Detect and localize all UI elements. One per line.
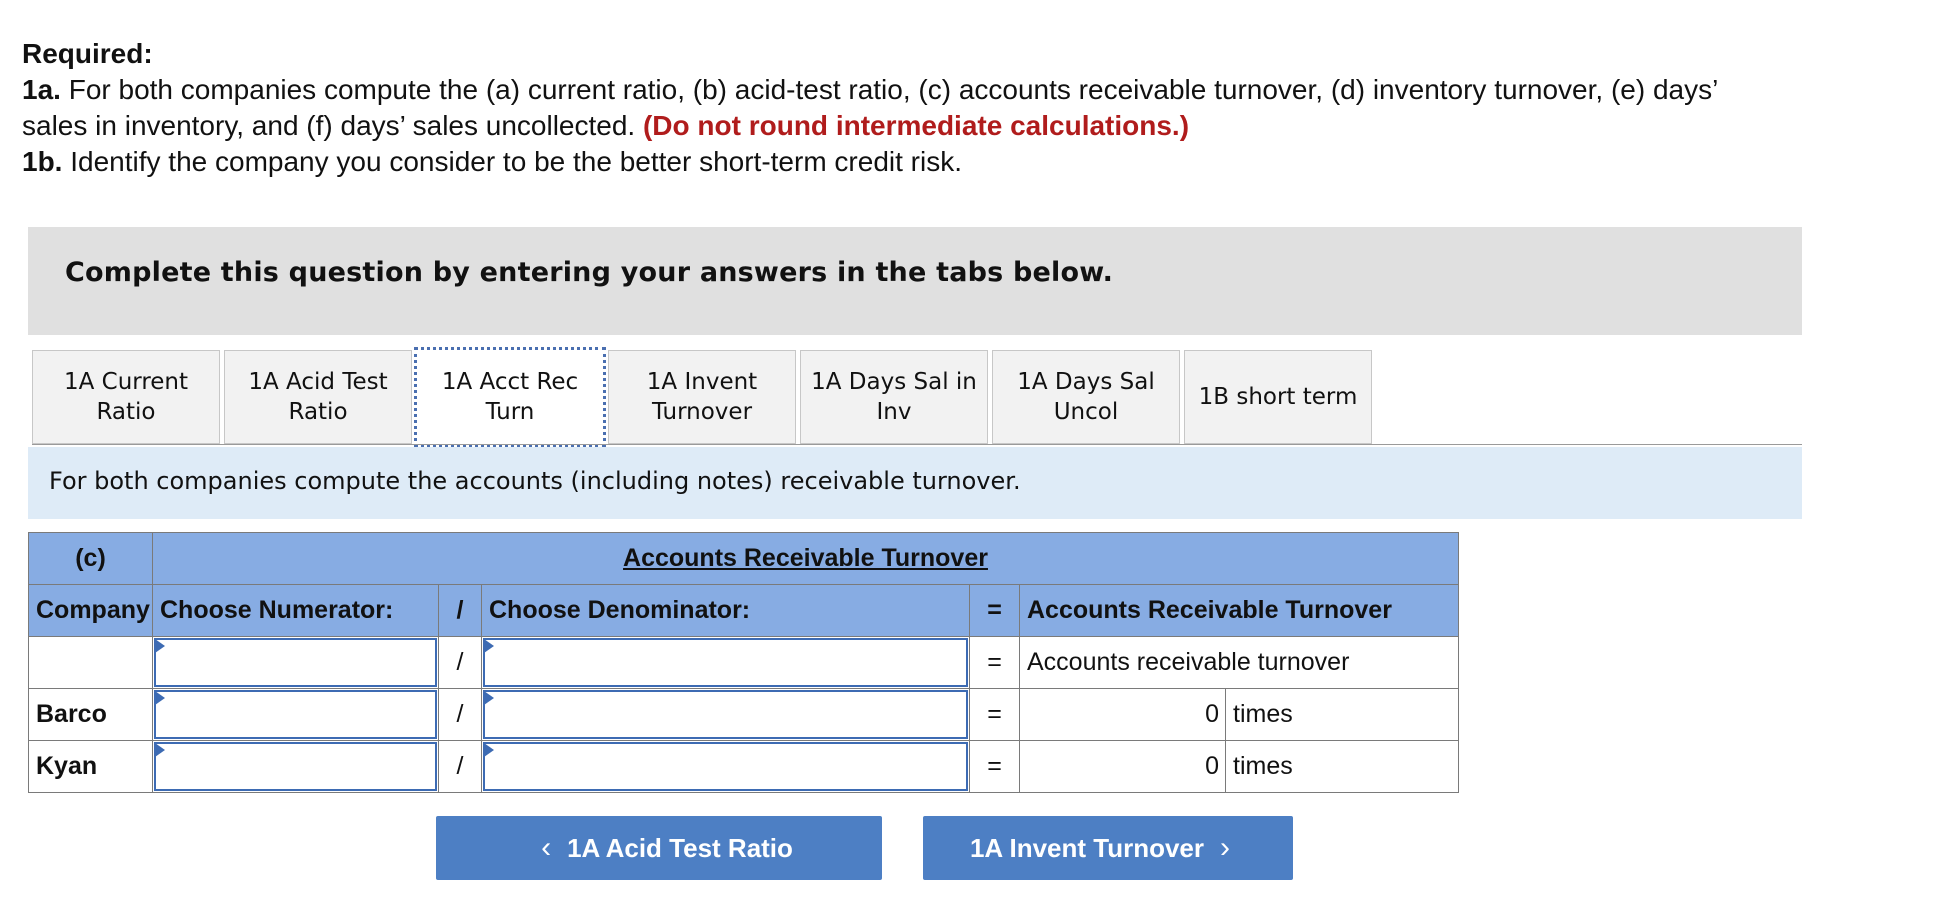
formula-denominator-select[interactable] [482,637,970,689]
question-banner [28,227,1802,335]
kyan-denominator-input[interactable] [482,741,970,793]
denominator-field[interactable] [483,690,968,739]
numerator-field[interactable] [154,690,437,739]
tab-1a-days-sal-uncol[interactable] [992,350,1180,444]
denominator-field[interactable] [483,742,968,791]
answer-tabs [32,350,1802,445]
tab-1a-current-ratio[interactable] [32,350,220,444]
tab-label: Inv [876,399,912,425]
formula-row [29,637,1459,689]
instruction-1a-prefix: 1a. [22,74,61,105]
next-tab-label: 1A Invent Turnover [969,832,1205,863]
tab-label: 1A Acct Rec [441,369,579,395]
tab-label: 1A Invent [646,369,758,395]
kyan-turnover-value: 0 [1020,741,1226,793]
company-name: Barco [29,689,153,741]
denominator-header: Choose Denominator: [482,585,970,637]
table-row-barco [29,689,1459,741]
prev-tab-button[interactable] [436,816,882,880]
tab-label: Ratio [96,399,156,425]
dropdown-indicator-icon [484,639,494,653]
table-title: Accounts Receivable Turnover [153,533,1459,585]
table-title-row [29,533,1459,585]
chevron-right-icon: › [1220,831,1231,864]
barco-numerator-input[interactable] [153,689,439,741]
instruction-1a-text-cont: sales in inventory, and (f) days’ sales uncollected. [22,110,643,141]
dropdown-indicator-icon [484,743,494,757]
formula-company-cell [29,637,153,689]
tab-label: 1A Days Sal in [811,369,977,395]
prev-tab-label: 1A Acid Test Ratio [567,832,793,863]
rounding-warning: (Do not round intermediate calculations.) [642,110,1190,141]
denominator-field[interactable] [483,638,968,687]
tab-label: Turn [485,399,535,425]
tab-label: 1B short term [1198,384,1358,410]
result-header: Accounts Receivable Turnover [1020,585,1459,637]
equals-symbol: = [970,637,1020,689]
tab-label: Turnover [651,399,753,425]
tab-label: 1A Acid Test [248,369,388,395]
table-row-kyan [29,741,1459,793]
tab-instructions [28,447,1802,519]
tab-label: 1A Days Sal [1017,369,1155,395]
divide-header: / [439,585,482,637]
dropdown-indicator-icon [155,691,165,705]
instruction-1b-prefix: 1b. [22,146,63,177]
tab-1a-acid-test-ratio[interactable] [224,350,412,444]
company-name: Kyan [29,741,153,793]
tab-label: Uncol [1053,399,1119,425]
kyan-numerator-input[interactable] [153,741,439,793]
required-heading: Required: [22,38,153,69]
chevron-left-icon: ‹ [541,831,552,864]
instructions [22,36,1922,180]
next-tab-button[interactable] [923,816,1293,880]
tab-1b-short-term[interactable] [1184,350,1372,444]
instruction-1b-text: Identify the company you consider to be the better short-term credit risk. [62,146,962,177]
barco-turnover-value: 0 [1020,689,1226,741]
equals-header: = [970,585,1020,637]
divide-symbol: / [439,637,482,689]
equals-symbol: = [970,741,1020,793]
barco-denominator-input[interactable] [482,689,970,741]
company-header: Company [29,585,153,637]
instruction-1a [22,72,1922,108]
dropdown-indicator-icon [155,639,165,653]
numerator-header: Choose Numerator: [153,585,439,637]
section-label: (c) [29,533,153,585]
kyan-turnover-unit: times [1226,741,1459,793]
dropdown-indicator-icon [484,691,494,705]
dropdown-indicator-icon [155,743,165,757]
instruction-1a-text: For both companies compute the (a) current ratio, (b) acid-test ratio, (c) accounts receivable turnover, (d) inventory turnover, (e) days’ [60,74,1719,105]
instruction-1b [22,144,1922,180]
tab-1a-acct-rec-turn[interactable] [414,347,606,447]
barco-turnover-unit: times [1226,689,1459,741]
ar-turnover-table [28,532,1459,793]
table-header-row [29,585,1459,637]
tab-1a-days-sal-in-inv[interactable] [800,350,988,444]
tab-label: Ratio [288,399,348,425]
instruction-1a-cont [22,108,1922,144]
divide-symbol: / [439,741,482,793]
tab-instructions-text: For both companies compute the accounts (including notes) receivable turnover. [49,467,1021,495]
numerator-field[interactable] [154,742,437,791]
banner-text: Complete this question by entering your answers in the tabs below. [65,257,1114,288]
tab-label: 1A Current [63,369,189,395]
tab-1a-invent-turnover[interactable] [608,350,796,444]
divide-symbol: / [439,689,482,741]
numerator-field[interactable] [154,638,437,687]
tabs-divider [32,444,1802,445]
equals-symbol: = [970,689,1020,741]
formula-result-label: Accounts receivable turnover [1020,637,1459,689]
formula-numerator-select[interactable] [153,637,439,689]
